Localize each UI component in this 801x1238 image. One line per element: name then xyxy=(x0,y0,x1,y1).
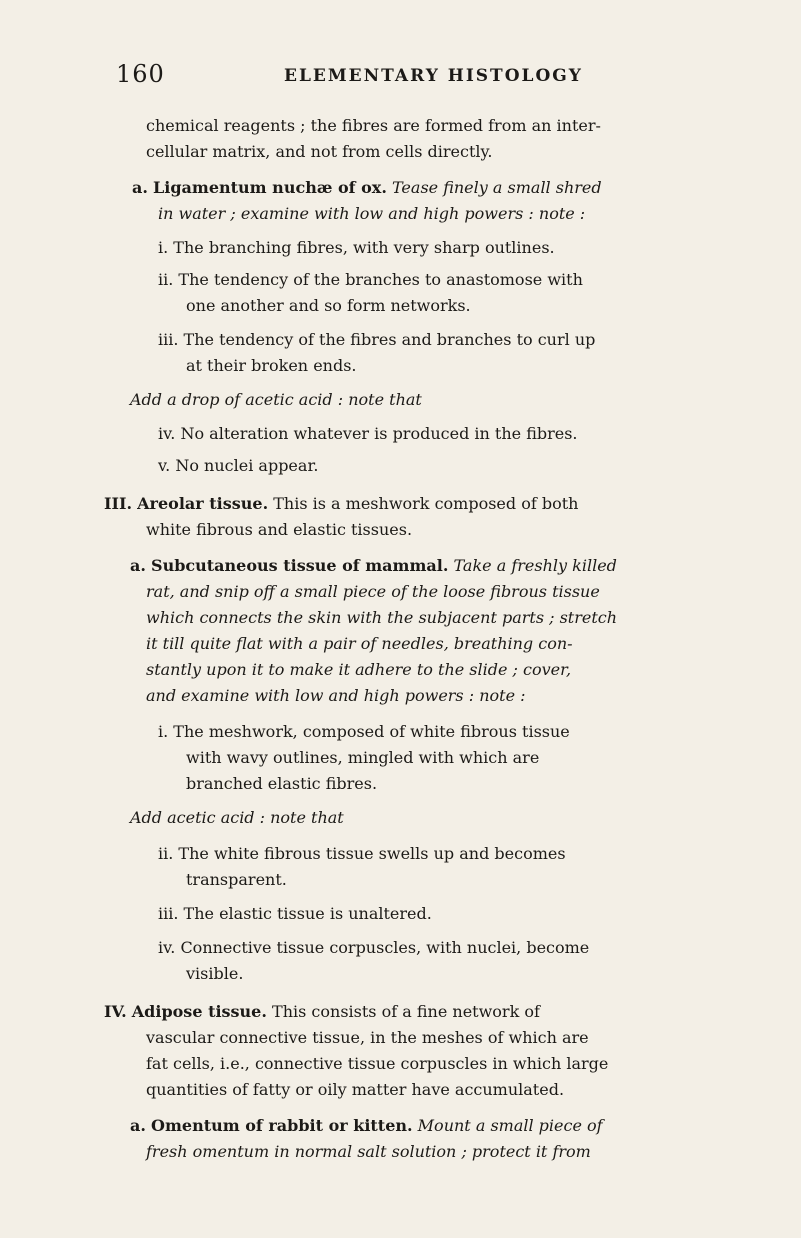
intro-line-2: cellular matrix, and not from cells directly. xyxy=(146,142,493,161)
page-number: 160 xyxy=(116,60,165,88)
list-item xyxy=(158,456,318,475)
section-III xyxy=(104,494,578,513)
section-heading: Omentum of rabbit or kitten. xyxy=(151,1116,413,1135)
section-text: This consists of a fine network of xyxy=(272,1002,540,1021)
section-a-ligamentum xyxy=(132,178,602,197)
section-instruction: Mount a small piece of xyxy=(417,1116,603,1135)
item-text: The tendency of the branches to anastomose with xyxy=(178,270,583,289)
section-text: This is a meshwork composed of both xyxy=(273,494,579,513)
list-item xyxy=(158,424,578,443)
list-item xyxy=(158,238,555,257)
item-text-continuation: visible. xyxy=(186,964,244,983)
item-text-continuation: branched elastic fibres. xyxy=(186,774,378,793)
section-marker: III. xyxy=(104,494,133,513)
item-number: iii. xyxy=(158,904,179,923)
section-marker: a. xyxy=(130,1116,146,1135)
list-item xyxy=(158,938,589,957)
item-text: The branching fibres, with very sharp outlines. xyxy=(173,238,555,257)
section-a-subcutaneous xyxy=(130,556,617,575)
section-marker: a. xyxy=(130,556,146,575)
item-text-continuation: at their broken ends. xyxy=(186,356,357,375)
item-text: The elastic tissue is unaltered. xyxy=(183,904,432,923)
item-number: ii. xyxy=(158,844,174,863)
item-text: The white fibrous tissue swells up and becomes xyxy=(178,844,566,863)
instruction-line: it till quite flat with a pair of needles, breathing con- xyxy=(146,634,573,653)
item-number: iv. xyxy=(158,424,176,443)
section-heading: Areolar tissue. xyxy=(137,494,269,513)
item-text: No nuclei appear. xyxy=(175,456,319,475)
section-text-line: fat cells, i.e., connective tissue corpuscles in which large xyxy=(146,1054,609,1073)
list-item xyxy=(158,844,566,863)
section-IV xyxy=(104,1002,540,1021)
instruction-line: rat, and snip off a small piece of the loose fibrous tissue xyxy=(146,582,600,601)
page-header xyxy=(116,60,761,90)
item-number: iii. xyxy=(158,330,179,349)
item-number: i. xyxy=(158,238,169,257)
instruction-line: fresh omentum in normal salt solution ; protect it from xyxy=(146,1142,591,1161)
intro-line-1: chemical reagents ; the fibres are formed from an inter- xyxy=(146,116,601,135)
instruction-line: which connects the skin with the subjacent parts ; stretch xyxy=(146,608,618,627)
list-item xyxy=(158,722,570,741)
add-instruction: Add a drop of acetic acid : note that xyxy=(130,390,422,409)
section-a-omentum xyxy=(130,1116,603,1135)
item-text: No alteration whatever is produced in the fibres. xyxy=(180,424,578,443)
section-text-line: white fibrous and elastic tissues. xyxy=(146,520,413,539)
section-marker: a. xyxy=(132,178,148,197)
instruction-line: and examine with low and high powers : note : xyxy=(146,686,526,705)
item-number: v. xyxy=(158,456,171,475)
section-heading: Subcutaneous tissue of mammal. xyxy=(151,556,449,575)
item-text-continuation: one another and so form networks. xyxy=(186,296,471,315)
item-number: iv. xyxy=(158,938,176,957)
item-text-continuation: with wavy outlines, mingled with which are xyxy=(186,748,540,767)
item-text-continuation: transparent. xyxy=(186,870,287,889)
instruction-line: stantly upon it to make it adhere to the slide ; cover, xyxy=(146,660,572,679)
instruction-line: in water ; examine with low and high powers : note : xyxy=(158,204,586,223)
list-item xyxy=(158,904,432,923)
section-heading: Adipose tissue. xyxy=(131,1002,267,1021)
item-number: ii. xyxy=(158,270,174,289)
list-item xyxy=(158,270,583,289)
item-text: The meshwork, composed of white fibrous tissue xyxy=(173,722,570,741)
list-item xyxy=(158,330,595,349)
section-text-line: vascular connective tissue, in the meshes of which are xyxy=(146,1028,589,1047)
item-text: Connective tissue corpuscles, with nuclei, become xyxy=(180,938,590,957)
section-heading: Ligamentum nuchæ of ox. xyxy=(153,178,387,197)
section-instruction: Take a freshly killed xyxy=(453,556,617,575)
item-number: i. xyxy=(158,722,169,741)
section-instruction: Tease finely a small shred xyxy=(392,178,602,197)
section-marker: IV. xyxy=(104,1002,127,1021)
running-head: ELEMENTARY HISTOLOGY xyxy=(284,66,583,86)
section-text-line: quantities of fatty or oily matter have accumulated. xyxy=(146,1080,565,1099)
add-instruction: Add acetic acid : note that xyxy=(130,808,344,827)
item-text: The tendency of the fibres and branches to curl up xyxy=(183,330,596,349)
